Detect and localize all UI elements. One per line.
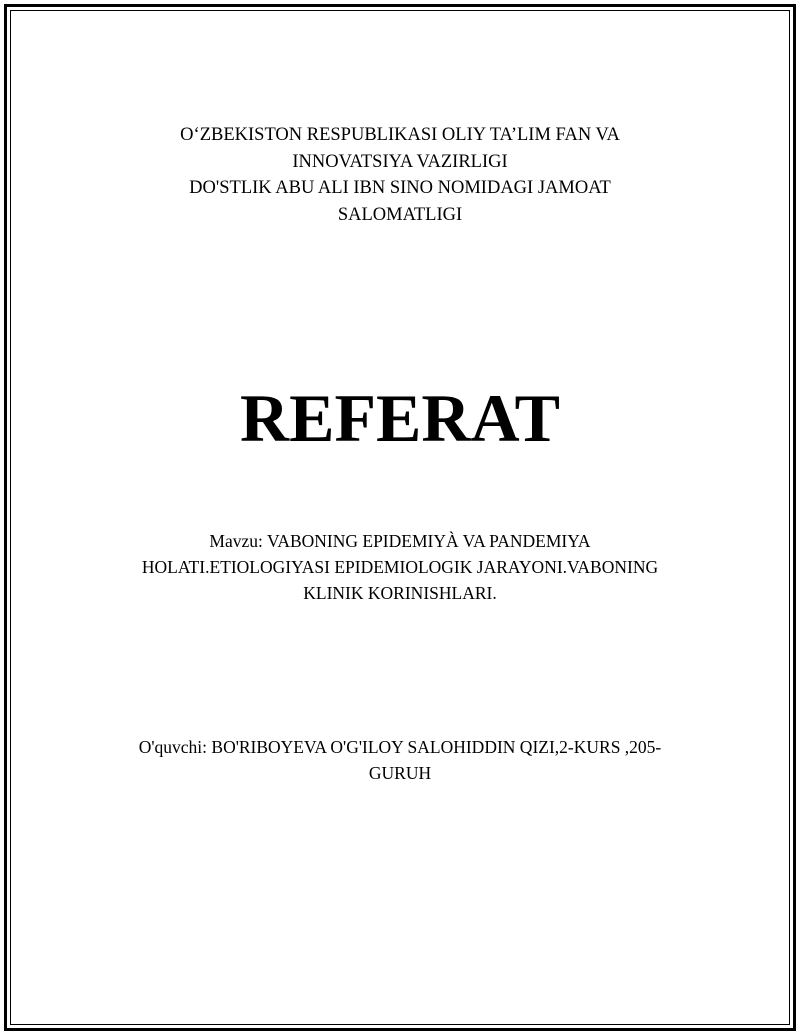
topic-line-1: Mavzu: VABONING EPIDEMIYÀ VA PANDEMIYA bbox=[209, 531, 591, 551]
student-line-2: GURUH bbox=[368, 763, 432, 783]
institution-header bbox=[60, 122, 740, 228]
header-line-4: SALOMATLIGI bbox=[337, 204, 463, 225]
student-section bbox=[60, 734, 740, 786]
document-title: REFERAT bbox=[240, 380, 560, 456]
student-line-1: O'quvchi: BO'RIBOYEVA O'G'ILOY SALOHIDDIN QIZI,2-KURS ,205- bbox=[138, 737, 662, 757]
header-line-3: DO'STLIK ABU ALI IBN SINO NOMIDAGI JAMOAT bbox=[189, 178, 611, 198]
header-line-2: INNOVATSIYA VAZIRLIGI bbox=[292, 151, 508, 172]
topic-line-2: HOLATI.ETIOLOGIYASI EPIDEMIOLOGIK JARAYONI.VABONING bbox=[141, 557, 659, 577]
topic-line-3: KLINIK KORINISHLARI. bbox=[303, 583, 497, 603]
topic-section bbox=[60, 528, 740, 606]
header-line-1: O‘ZBEKISTON RESPUBLIKASI OLIY TA’LIM FAN VA bbox=[180, 125, 620, 145]
